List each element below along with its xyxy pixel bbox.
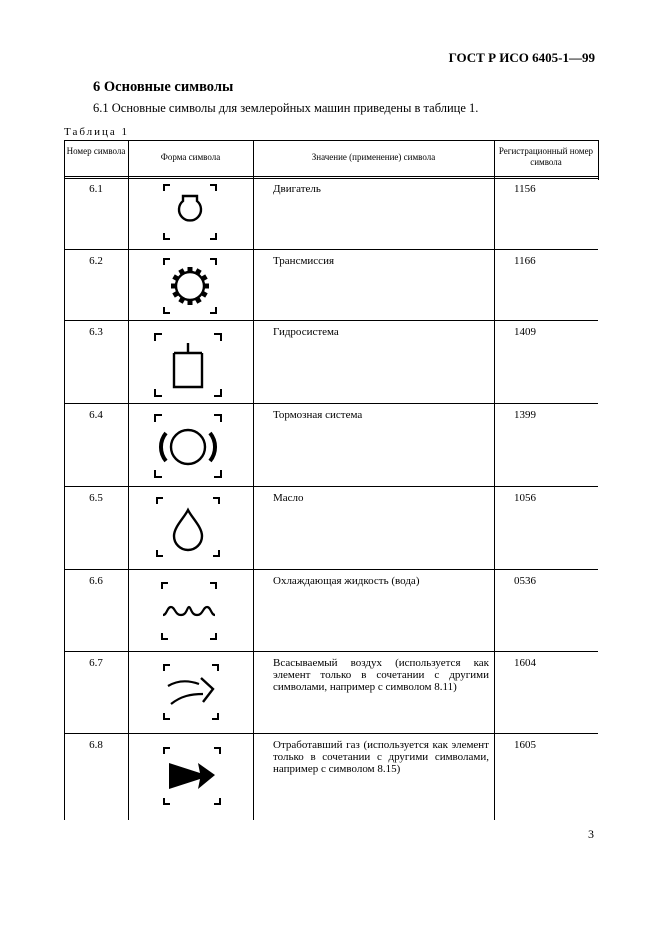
section-intro: 6.1 Основные символы для землеройных машин приведены в таблице 1. <box>93 101 479 115</box>
row-meaning: Гидросистема <box>273 326 339 338</box>
row-meaning: Охлаждающая жидкость (вода) <box>273 575 420 587</box>
row-number: 6.2 <box>89 255 103 267</box>
engine-icon <box>163 184 217 240</box>
row-reg: 1056 <box>514 492 536 504</box>
row-meaning: Тормозная система <box>273 409 363 421</box>
header-meaning: Значение (применение) символа <box>311 152 436 162</box>
row-number: 6.4 <box>89 409 103 421</box>
hydraulic-system-icon <box>154 333 222 397</box>
transmission-icon <box>163 258 217 314</box>
row-meaning: Двигатель <box>273 183 321 195</box>
row-meaning: Всасываемый воздух (используется как элемент только в сочетании с другими символами, например с символом 8.11) <box>273 657 489 693</box>
intake-air-icon <box>163 664 219 720</box>
row-reg: 0536 <box>514 575 536 587</box>
coolant-icon <box>158 582 220 640</box>
header-number: Номер символа <box>66 146 126 156</box>
row-meaning: Отработавший газ (используется как элемент только в сочетании с другими символами, например с символом 8.15) <box>273 739 489 775</box>
page-number: 3 <box>588 827 594 841</box>
oil-drop-icon <box>156 497 220 557</box>
row-reg: 1156 <box>514 183 536 195</box>
row-number: 6.3 <box>89 326 103 338</box>
section-title: 6 Основные символы <box>93 79 234 95</box>
table-caption: Таблица 1 <box>64 126 130 138</box>
row-number: 6.8 <box>89 739 103 751</box>
brake-system-icon <box>154 414 222 478</box>
header-form: Форма символа <box>160 152 221 162</box>
row-reg: 1605 <box>514 739 536 751</box>
row-reg: 1409 <box>514 326 536 338</box>
document-code: ГОСТ Р ИСО 6405-1—99 <box>448 50 595 65</box>
exhaust-gas-icon <box>163 747 221 805</box>
row-meaning: Трансмиссия <box>273 255 335 267</box>
row-number: 6.1 <box>89 183 103 195</box>
row-number: 6.5 <box>89 492 103 504</box>
header-reg: Регистрационный номер символа <box>498 146 594 167</box>
row-reg: 1166 <box>514 255 536 267</box>
row-number: 6.7 <box>89 657 103 669</box>
row-meaning: Масло <box>273 492 304 504</box>
row-reg: 1604 <box>514 657 536 669</box>
row-reg: 1399 <box>514 409 536 421</box>
row-number: 6.6 <box>89 575 103 587</box>
